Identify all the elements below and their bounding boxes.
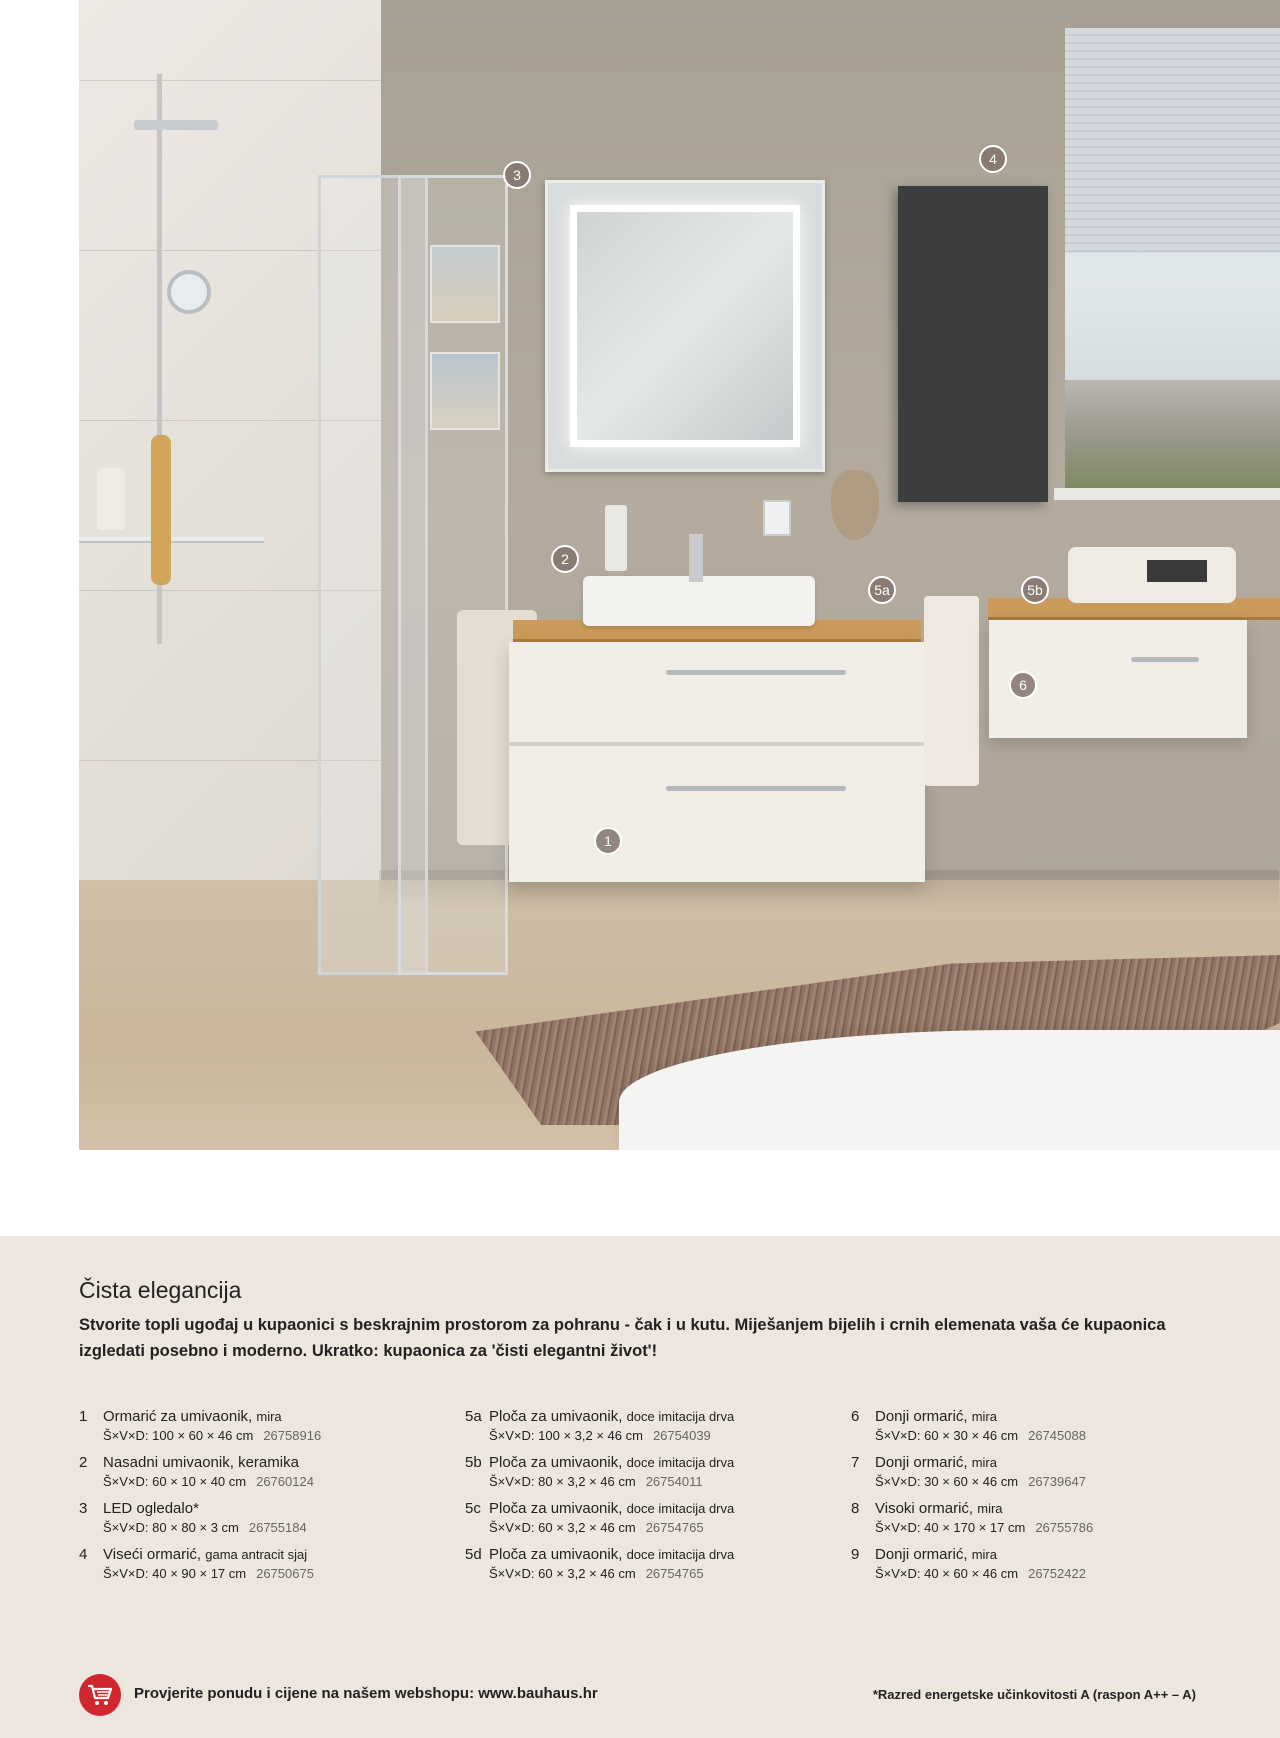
bath-brush (151, 435, 171, 585)
shower-head (134, 120, 218, 130)
product-item (79, 1408, 439, 1454)
product-name (875, 1454, 997, 1471)
product-title: Donji ormarić, (875, 1454, 968, 1471)
product-number: 7 (851, 1454, 860, 1471)
washbasin (583, 576, 815, 626)
window-sill (1054, 488, 1280, 500)
product-number: 5d (465, 1546, 482, 1563)
dimensions-text: Š×V×D: 60 × 10 × 40 cm (103, 1474, 247, 1489)
product-number: 5a (465, 1408, 482, 1425)
section-title: Čista elegancija (79, 1277, 242, 1303)
product-name (875, 1408, 997, 1425)
bathroom-photo (79, 0, 1280, 1150)
drawer-handle (666, 670, 846, 675)
marker-5b: 5b (1021, 576, 1049, 604)
product-number: 3 (79, 1500, 88, 1517)
product-name (103, 1408, 282, 1425)
product-dimensions (489, 1520, 704, 1535)
product-title: Ormarić za umivaonik, (103, 1408, 253, 1425)
product-number: 8 (851, 1500, 860, 1517)
product-item (79, 1546, 439, 1592)
dimensions-text: Š×V×D: 40 × 170 × 17 cm (875, 1520, 1026, 1535)
window-blind (1065, 28, 1280, 253)
drawer-divider (509, 742, 925, 746)
dimensions-text: Š×V×D: 60 × 3,2 × 46 cm (489, 1566, 636, 1581)
product-code: 26745088 (1028, 1428, 1086, 1443)
product-number: 5c (465, 1500, 481, 1517)
product-name (489, 1500, 734, 1517)
product-code: 26739647 (1028, 1474, 1086, 1489)
soap-dispenser (605, 505, 627, 571)
product-code: 26754765 (645, 1520, 704, 1535)
product-title: Donji ormarić, (875, 1546, 968, 1563)
product-item (79, 1454, 439, 1500)
product-code: 26758916 (263, 1428, 322, 1443)
dimensions-text: Š×V×D: 40 × 90 × 17 cm (103, 1566, 247, 1581)
product-variant: doce imitacija drva (626, 1409, 735, 1424)
product-dimensions (103, 1566, 314, 1581)
product-title: Viseći ormarić, (103, 1546, 202, 1563)
product-title: Ploča za umivaonik, (489, 1546, 623, 1563)
led-mirror (545, 180, 825, 472)
dimensions-text: Š×V×D: 100 × 60 × 46 cm (103, 1428, 254, 1443)
hanging-basket (831, 470, 879, 540)
product-dimensions (103, 1428, 321, 1443)
product-dimensions (489, 1474, 703, 1489)
product-name (489, 1408, 734, 1425)
product-title: Ploča za umivaonik, (489, 1500, 623, 1517)
product-variant: mira (256, 1409, 282, 1424)
product-variant: mira (977, 1501, 1003, 1516)
product-variant: gama antracit sjaj (205, 1547, 308, 1562)
vanity-cabinet (509, 642, 925, 882)
product-item (851, 1546, 1211, 1592)
dimensions-text: Š×V×D: 60 × 30 × 46 cm (875, 1428, 1019, 1443)
marker-5a: 5a (868, 576, 896, 604)
marker-4: 4 (979, 145, 1007, 173)
drawer-handle (666, 786, 846, 791)
product-title: Ploča za umivaonik, (489, 1454, 623, 1471)
product-name (489, 1546, 734, 1563)
product-list-col1 (79, 1408, 439, 1592)
product-dimensions (103, 1474, 314, 1489)
hand-shower (167, 270, 211, 314)
soap-bottle (97, 468, 125, 530)
product-list-col3 (851, 1408, 1211, 1592)
dimensions-text: Š×V×D: 80 × 80 × 3 cm (103, 1520, 239, 1535)
towel (924, 596, 979, 786)
radio-display (1147, 560, 1207, 582)
product-number: 4 (79, 1546, 88, 1563)
dimensions-text: Š×V×D: 100 × 3,2 × 46 cm (489, 1428, 643, 1443)
marker-6: 6 (1009, 671, 1037, 699)
product-code: 26760124 (256, 1474, 314, 1489)
marker-1: 1 (594, 827, 622, 855)
marker-2: 2 (551, 545, 579, 573)
product-item (465, 1454, 825, 1500)
product-dimensions (875, 1428, 1086, 1443)
product-number: 5b (465, 1454, 482, 1471)
product-variant: doce imitacija drva (626, 1547, 735, 1562)
product-item (79, 1500, 439, 1546)
product-title: Visoki ormarić, (875, 1500, 974, 1517)
shower-shelf (79, 537, 264, 543)
product-item (851, 1408, 1211, 1454)
mirror-glass (570, 205, 800, 447)
product-number: 6 (851, 1408, 860, 1425)
dimensions-text: Š×V×D: 60 × 3,2 × 46 cm (489, 1520, 636, 1535)
product-name (875, 1546, 997, 1563)
product-name (103, 1454, 299, 1471)
toothbrush-cup (763, 500, 791, 536)
product-code: 26754765 (645, 1566, 704, 1581)
product-variant: mira (971, 1455, 997, 1470)
product-code: 26755786 (1035, 1520, 1094, 1535)
window-view (1065, 380, 1280, 488)
drawer-handle (1131, 657, 1199, 662)
product-number: 1 (79, 1408, 88, 1425)
product-item (465, 1546, 825, 1592)
product-code: 26754011 (645, 1474, 703, 1489)
product-dimensions (875, 1566, 1086, 1581)
energy-note: *Razred energetske učinkovitosti A (raspon A++ – A) (872, 1687, 1196, 1702)
wall-picture (430, 245, 500, 323)
product-item (851, 1500, 1211, 1546)
product-code: 26752422 (1028, 1566, 1086, 1581)
product-variant: mira (971, 1547, 997, 1562)
marker-3: 3 (503, 161, 531, 189)
product-title: Ploča za umivaonik, (489, 1408, 623, 1425)
product-code: 26750675 (256, 1566, 314, 1581)
cart-glyph (87, 1683, 113, 1707)
shopping-cart-icon[interactable] (79, 1674, 121, 1716)
product-item (465, 1500, 825, 1546)
dimensions-text: Š×V×D: 40 × 60 × 46 cm (875, 1566, 1019, 1581)
webshop-link[interactable]: Provjerite ponudu i cijene na našem webshopu: www.bauhaus.hr (134, 1685, 598, 1702)
product-variant: doce imitacija drva (626, 1455, 735, 1470)
dimensions-text: Š×V×D: 30 × 60 × 46 cm (875, 1474, 1019, 1489)
product-name (875, 1500, 1003, 1517)
product-dimensions (489, 1428, 711, 1443)
product-dimensions (875, 1520, 1093, 1535)
product-name (103, 1546, 307, 1563)
product-variant: doce imitacija drva (626, 1501, 735, 1516)
product-title: Nasadni umivaonik, keramika (103, 1454, 299, 1471)
product-number: 9 (851, 1546, 860, 1563)
product-title: Donji ormarić, (875, 1408, 968, 1425)
dimensions-text: Š×V×D: 80 × 3,2 × 46 cm (489, 1474, 636, 1489)
product-dimensions (103, 1520, 307, 1535)
product-code: 26755184 (248, 1520, 307, 1535)
product-dimensions (489, 1566, 704, 1581)
product-variant: mira (971, 1409, 997, 1424)
product-dimensions (875, 1474, 1086, 1489)
section-intro: Stvorite topli ugođaj u kupaonici s beskrajnim prostorom za pohranu - čak i u kutu. Miješanjem bijelih i crnih elemenata vaša će kupaonica izgledati posebno i moderno. Ukratko: kupaonica za 'čisti elegantni život'! (79, 1316, 1166, 1360)
wall-picture (430, 352, 500, 430)
product-list-col2 (465, 1408, 825, 1592)
product-item (465, 1408, 825, 1454)
product-item (851, 1454, 1211, 1500)
hanging-cabinet (898, 186, 1048, 502)
faucet (689, 534, 703, 582)
product-name (489, 1454, 734, 1471)
product-title: LED ogledalo* (103, 1500, 199, 1517)
product-code: 26754039 (652, 1428, 711, 1443)
product-name (103, 1500, 199, 1517)
product-number: 2 (79, 1454, 88, 1471)
tile-joint (79, 80, 381, 81)
